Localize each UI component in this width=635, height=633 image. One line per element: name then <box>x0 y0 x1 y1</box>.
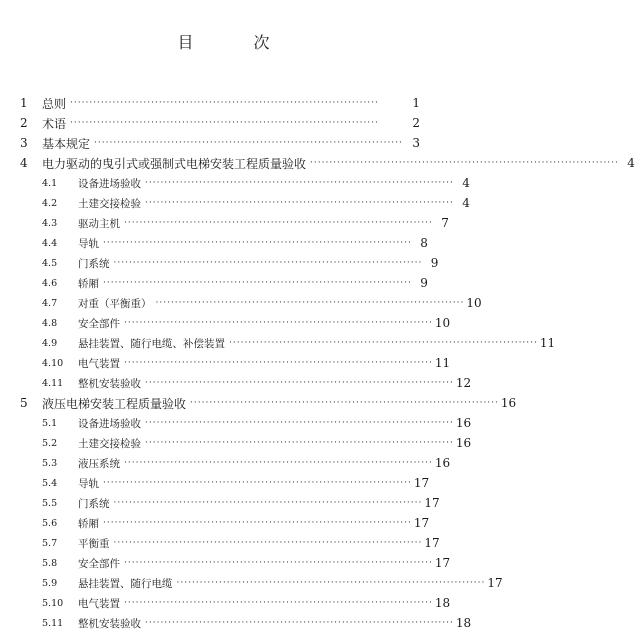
toc-page-number: 4 <box>627 156 635 170</box>
dot-leader: ················································································ <box>70 97 379 108</box>
toc-entry-number: 3 <box>20 136 28 150</box>
toc-entry-number: 5.10 <box>42 597 64 609</box>
toc-entry-title: 对重（平衡重） <box>78 297 152 310</box>
toc-page-number: 16 <box>455 416 472 430</box>
toc-entry-title: 电力驱动的曳引式或强制式电梯安装工程质量验收 <box>42 156 307 171</box>
toc-section-row[interactable] <box>20 433 472 453</box>
toc-section-row[interactable] <box>20 553 451 573</box>
dot-leader: ················································································ <box>145 197 454 208</box>
toc-section-row[interactable] <box>20 173 470 193</box>
dot-leader: ················································································ <box>113 537 423 548</box>
toc-chapter-row[interactable] <box>20 133 420 153</box>
toc-entry-title: 轿厢 <box>78 517 99 530</box>
toc-section-row[interactable] <box>20 233 428 253</box>
toc-entry-number: 4.1 <box>42 177 58 189</box>
toc-page-number: 2 <box>412 116 420 130</box>
toc-entry-number: 4.10 <box>42 357 64 369</box>
toc-entry-title: 设备进场验收 <box>78 177 141 190</box>
dot-leader: ················································································ <box>124 457 433 468</box>
toc-entry-title: 电气装置 <box>78 357 120 370</box>
toc-entry-title: 门系统 <box>78 257 110 270</box>
toc-page-number: 4 <box>462 196 470 210</box>
toc-entry-number: 4.3 <box>42 217 58 229</box>
toc-page-number: 16 <box>455 436 472 450</box>
table-of-contents <box>20 93 635 633</box>
toc-section-row[interactable] <box>20 273 428 293</box>
toc-entry-number: 5.11 <box>42 617 64 629</box>
toc-page-number: 17 <box>487 576 503 590</box>
toc-entry-title: 整机安装验收 <box>78 377 141 390</box>
dot-leader: ················································································ <box>155 297 465 308</box>
toc-entry-number: 5 <box>20 396 28 410</box>
dot-leader: ················································································ <box>190 397 499 408</box>
dot-leader: ················································································ <box>103 277 412 288</box>
toc-entry-title: 土建交接检验 <box>78 437 141 450</box>
page-title: 目 次 <box>177 33 292 52</box>
toc-entry-number: 5.2 <box>42 437 58 449</box>
toc-entry-number: 2 <box>20 116 28 130</box>
toc-page-number: 11 <box>434 356 451 370</box>
toc-entry-number: 4.8 <box>42 317 58 329</box>
toc-page-number: 18 <box>434 596 451 610</box>
dot-leader: ················································································ <box>124 317 433 328</box>
dot-leader: ················································································ <box>103 477 412 488</box>
dot-leader: ················································································ <box>103 517 412 528</box>
toc-page-number: 12 <box>455 376 472 390</box>
toc-entry-title: 液压电梯安装工程质量验收 <box>42 396 187 411</box>
toc-entry-title: 整机安装验收 <box>78 617 141 630</box>
toc-entry-title: 门系统 <box>78 497 110 510</box>
toc-section-row[interactable] <box>20 533 440 553</box>
toc-page-number: 9 <box>420 276 428 290</box>
toc-page-number: 17 <box>424 536 440 550</box>
dot-leader: ················································································ <box>229 337 538 348</box>
toc-page-number: 16 <box>500 396 517 410</box>
toc-chapter-row[interactable] <box>20 93 420 113</box>
toc-entry-title: 总则 <box>42 96 67 111</box>
toc-entry-title: 液压系统 <box>78 457 120 470</box>
toc-entry-title: 悬挂装置、随行电缆 <box>78 577 173 590</box>
toc-chapter-row[interactable] <box>20 113 420 133</box>
toc-entry-number: 4.6 <box>42 277 58 289</box>
toc-entry-number: 4.11 <box>42 377 64 389</box>
dot-leader: ················································································ <box>145 377 454 388</box>
toc-chapter-row[interactable] <box>20 153 635 173</box>
toc-section-row[interactable] <box>20 413 472 433</box>
toc-entry-number: 4 <box>20 156 28 170</box>
toc-entry-number: 5.4 <box>42 477 58 489</box>
dot-leader: ················································································ <box>124 597 433 608</box>
toc-entry-title: 安全部件 <box>78 557 120 570</box>
toc-page-number: 10 <box>434 316 451 330</box>
dot-leader: ················································································ <box>113 257 423 268</box>
toc-page-number: 8 <box>420 236 428 250</box>
toc-entry-title: 土建交接检验 <box>78 197 141 210</box>
toc-section-row[interactable] <box>20 353 451 373</box>
toc-section-row[interactable] <box>20 213 449 233</box>
toc-entry-title: 安全部件 <box>78 317 120 330</box>
toc-section-row[interactable] <box>20 333 556 353</box>
toc-entry-number: 4.5 <box>42 257 58 269</box>
toc-section-row[interactable] <box>20 493 440 513</box>
dot-leader: ················································································ <box>176 577 486 588</box>
toc-entry-number: 1 <box>20 96 28 110</box>
toc-entry-number: 5.5 <box>42 497 58 509</box>
toc-entry-title: 轿厢 <box>78 277 99 290</box>
toc-page-number: 3 <box>412 136 420 150</box>
toc-entry-number: 4.4 <box>42 237 58 249</box>
toc-page-number: 17 <box>424 496 440 510</box>
dot-leader: ················································································ <box>113 497 423 508</box>
dot-leader: ················································································ <box>124 217 433 228</box>
toc-entry-title: 导轨 <box>78 237 99 250</box>
toc-entry-number: 5.6 <box>42 517 58 529</box>
toc-entry-number: 5.8 <box>42 557 58 569</box>
toc-section-row[interactable] <box>20 593 451 613</box>
toc-page-number: 17 <box>413 476 430 490</box>
dot-leader: ················································································ <box>310 157 619 168</box>
dot-leader: ················································································ <box>124 557 433 568</box>
toc-entry-title: 电气装置 <box>78 597 120 610</box>
toc-entry-number: 5.3 <box>42 457 58 469</box>
toc-page-number: 4 <box>462 176 470 190</box>
toc-section-row[interactable] <box>20 513 430 533</box>
dot-leader: ················································································ <box>145 417 454 428</box>
toc-entry-number: 5.7 <box>42 537 58 549</box>
toc-page-number: 11 <box>539 336 556 350</box>
toc-section-row[interactable] <box>20 193 470 213</box>
toc-page-number: 16 <box>434 456 451 470</box>
toc-section-row[interactable] <box>20 573 503 593</box>
toc-page-number: 10 <box>466 296 482 310</box>
dot-leader: ················································································ <box>124 357 433 368</box>
dot-leader: ················································································ <box>145 437 454 448</box>
dot-leader: ················································································ <box>103 237 412 248</box>
dot-leader: ················································································ <box>145 617 454 628</box>
toc-entry-number: 4.7 <box>42 297 58 309</box>
toc-section-row[interactable] <box>20 453 451 473</box>
toc-entry-title: 导轨 <box>78 477 99 490</box>
toc-page-number: 18 <box>455 616 472 630</box>
toc-entry-title: 术语 <box>42 116 67 131</box>
toc-entry-number: 5.9 <box>42 577 58 589</box>
toc-chapter-row[interactable] <box>20 393 517 413</box>
toc-section-row[interactable] <box>20 253 439 273</box>
toc-entry-title: 设备进场验收 <box>78 417 141 430</box>
toc-page-number: 17 <box>413 516 430 530</box>
toc-page-number: 1 <box>412 96 420 110</box>
toc-entry-title: 驱动主机 <box>78 217 120 230</box>
toc-entry-number: 4.9 <box>42 337 58 349</box>
toc-page-number: 7 <box>441 216 449 230</box>
toc-entry-title: 平衡重 <box>78 537 110 550</box>
toc-section-row[interactable] <box>20 293 482 313</box>
toc-section-row[interactable] <box>20 613 472 633</box>
toc-page-number: 9 <box>430 256 439 270</box>
toc-section-row[interactable] <box>20 473 430 493</box>
toc-entry-title: 悬挂装置、随行电缆、补偿装置 <box>78 337 225 350</box>
toc-page-number: 17 <box>434 556 451 570</box>
toc-entry-number: 4.2 <box>42 197 58 209</box>
dot-leader: ················································································ <box>70 117 379 128</box>
dot-leader: ················································································ <box>94 137 403 148</box>
toc-entry-number: 5.1 <box>42 417 58 429</box>
dot-leader: ················································································ <box>145 177 454 188</box>
toc-section-row[interactable] <box>20 313 451 333</box>
toc-entry-title: 基本规定 <box>42 136 91 151</box>
toc-section-row[interactable] <box>20 373 472 393</box>
